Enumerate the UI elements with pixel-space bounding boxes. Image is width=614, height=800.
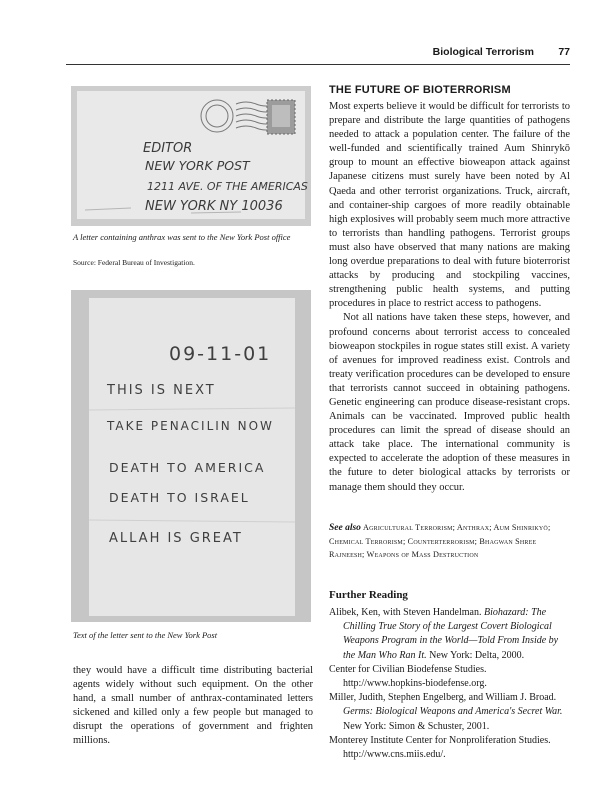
- reference-text[interactable]: Center for Civilian Biodefense Studies. http://www.hopkins-biodefense.org.: [329, 663, 487, 690]
- left-column-text: they would have a difficult time distributing bacterial agents widely without such equipment. On the other hand, a small number of anthrax-contaminated letters sickened and killed only a few people but managed to disrupt the operations of government and frighten millions.: [73, 665, 313, 746]
- reference-publisher: New York: Simon & Schuster, 2001.: [343, 720, 490, 732]
- reference-item[interactable]: [329, 734, 570, 762]
- address-line-3: 1211 AVE. OF THE AMERICAS: [147, 180, 308, 193]
- letter-line-2: TAKE PENACILIN NOW: [107, 419, 274, 433]
- reference-publisher: New York: Delta, 2000.: [426, 649, 525, 661]
- page-number: 77: [558, 46, 570, 58]
- address-line-4: NEW YORK NY 10036: [145, 199, 283, 214]
- see-also-label: See also: [329, 523, 361, 533]
- reference-item[interactable]: [329, 663, 570, 691]
- reference-text[interactable]: Monterey Institute Center for Nonproliferation Studies. http://www.cns.miis.edu/.: [329, 734, 551, 761]
- letter-caption: Text of the letter sent to the New York Post: [73, 630, 218, 640]
- article-body: [329, 100, 570, 495]
- stamp-icon: [267, 100, 295, 134]
- reference-title: Germs: Biological Weapons and America's Secret War.: [343, 706, 563, 718]
- paragraph-1: Most experts believe it would be difficult for terrorists to prepare and distribute the large quantities of pathogens needed to attack a population center. The failure of the well-funded and scientifically trained Aum Shinrykō group to mount an effective bioweapon attack against Japanese citizens must surely have been noted by Al Qaeda and other terrorist organizations. Truck, aircraft, and container-ship cargoes of more readily obtainable high explosives will probably seem much more attractive to terrorists than handling pathogens. Terrorist groups must also have observed that many nations are making long overdue preparations to deal with future bioterrorist attacks by producing and stockpiling vaccines, strengthening public health systems, and putting procedures in place to restrict access to pathogens.: [329, 101, 570, 310]
- address-line-1: EDITOR: [143, 141, 193, 156]
- see-also-links[interactable]: Agricultural Terrorism; Anthrax; Aum Shinrikyō; Chemical Terrorism; Counterterrorism; Bhagwan Shree Rajneesh; Weapons of Mass Destruction: [329, 523, 551, 559]
- letter-line-1: THIS IS NEXT: [107, 383, 216, 398]
- reference-text: Alibek, Ken, with Steven Handelman.: [329, 607, 484, 618]
- running-head-title: Biological Terrorism: [432, 46, 534, 58]
- envelope-photo: [71, 86, 311, 226]
- address-line-2: NEW YORK POST: [145, 158, 250, 173]
- reference-item: [329, 606, 570, 663]
- reference-text: Miller, Judith, Stephen Engelberg, and William J. Broad.: [329, 692, 557, 704]
- reference-title: Biohazard: The Chilling True Story of the Largest Covert Biological Weapons Program in the World—Told From Inside by the Man Who Ran It.: [343, 607, 559, 661]
- letter-line-3: DEATH TO AMERICA: [109, 460, 266, 475]
- see-also: [329, 521, 570, 561]
- letter-date: 09-11-01: [169, 343, 272, 365]
- letter-line-5: ALLAH IS GREAT: [109, 531, 243, 546]
- reference-item: [329, 691, 570, 734]
- running-head: [66, 46, 570, 62]
- envelope-credit: Source: Federal Bureau of Investigation.: [73, 258, 195, 267]
- header-rule: [66, 64, 570, 65]
- further-reading-heading: Further Reading: [329, 589, 408, 601]
- envelope-caption: A letter containing anthrax was sent to the New York Post office: [73, 232, 291, 242]
- letter-line-4: DEATH TO ISRAEL: [109, 490, 250, 505]
- section-heading: THE FUTURE OF BIOTERRORISM: [329, 84, 511, 96]
- letter-photo: [71, 290, 311, 622]
- reference-list: [329, 606, 570, 762]
- paragraph-2: Not all nations have taken these steps, however, and profound concerns about terrorist access to concealed bioweapon stockpiles in rogue states still exist. A variety of avenues for improved readiness exist. Controls and treaty verification procedures can be developed to ensure that terrorists cannot succeed in obtaining pathogens. Genetic engineering can produce disease-resistant crops. Animals can be vaccinated. Improved public health procedures can limit the spread of disease should an attack take place. The international community is expected to accelerate the adoption of these measures in the future to deter biological attacks by terrorists or manage them should they occur.: [329, 312, 570, 493]
